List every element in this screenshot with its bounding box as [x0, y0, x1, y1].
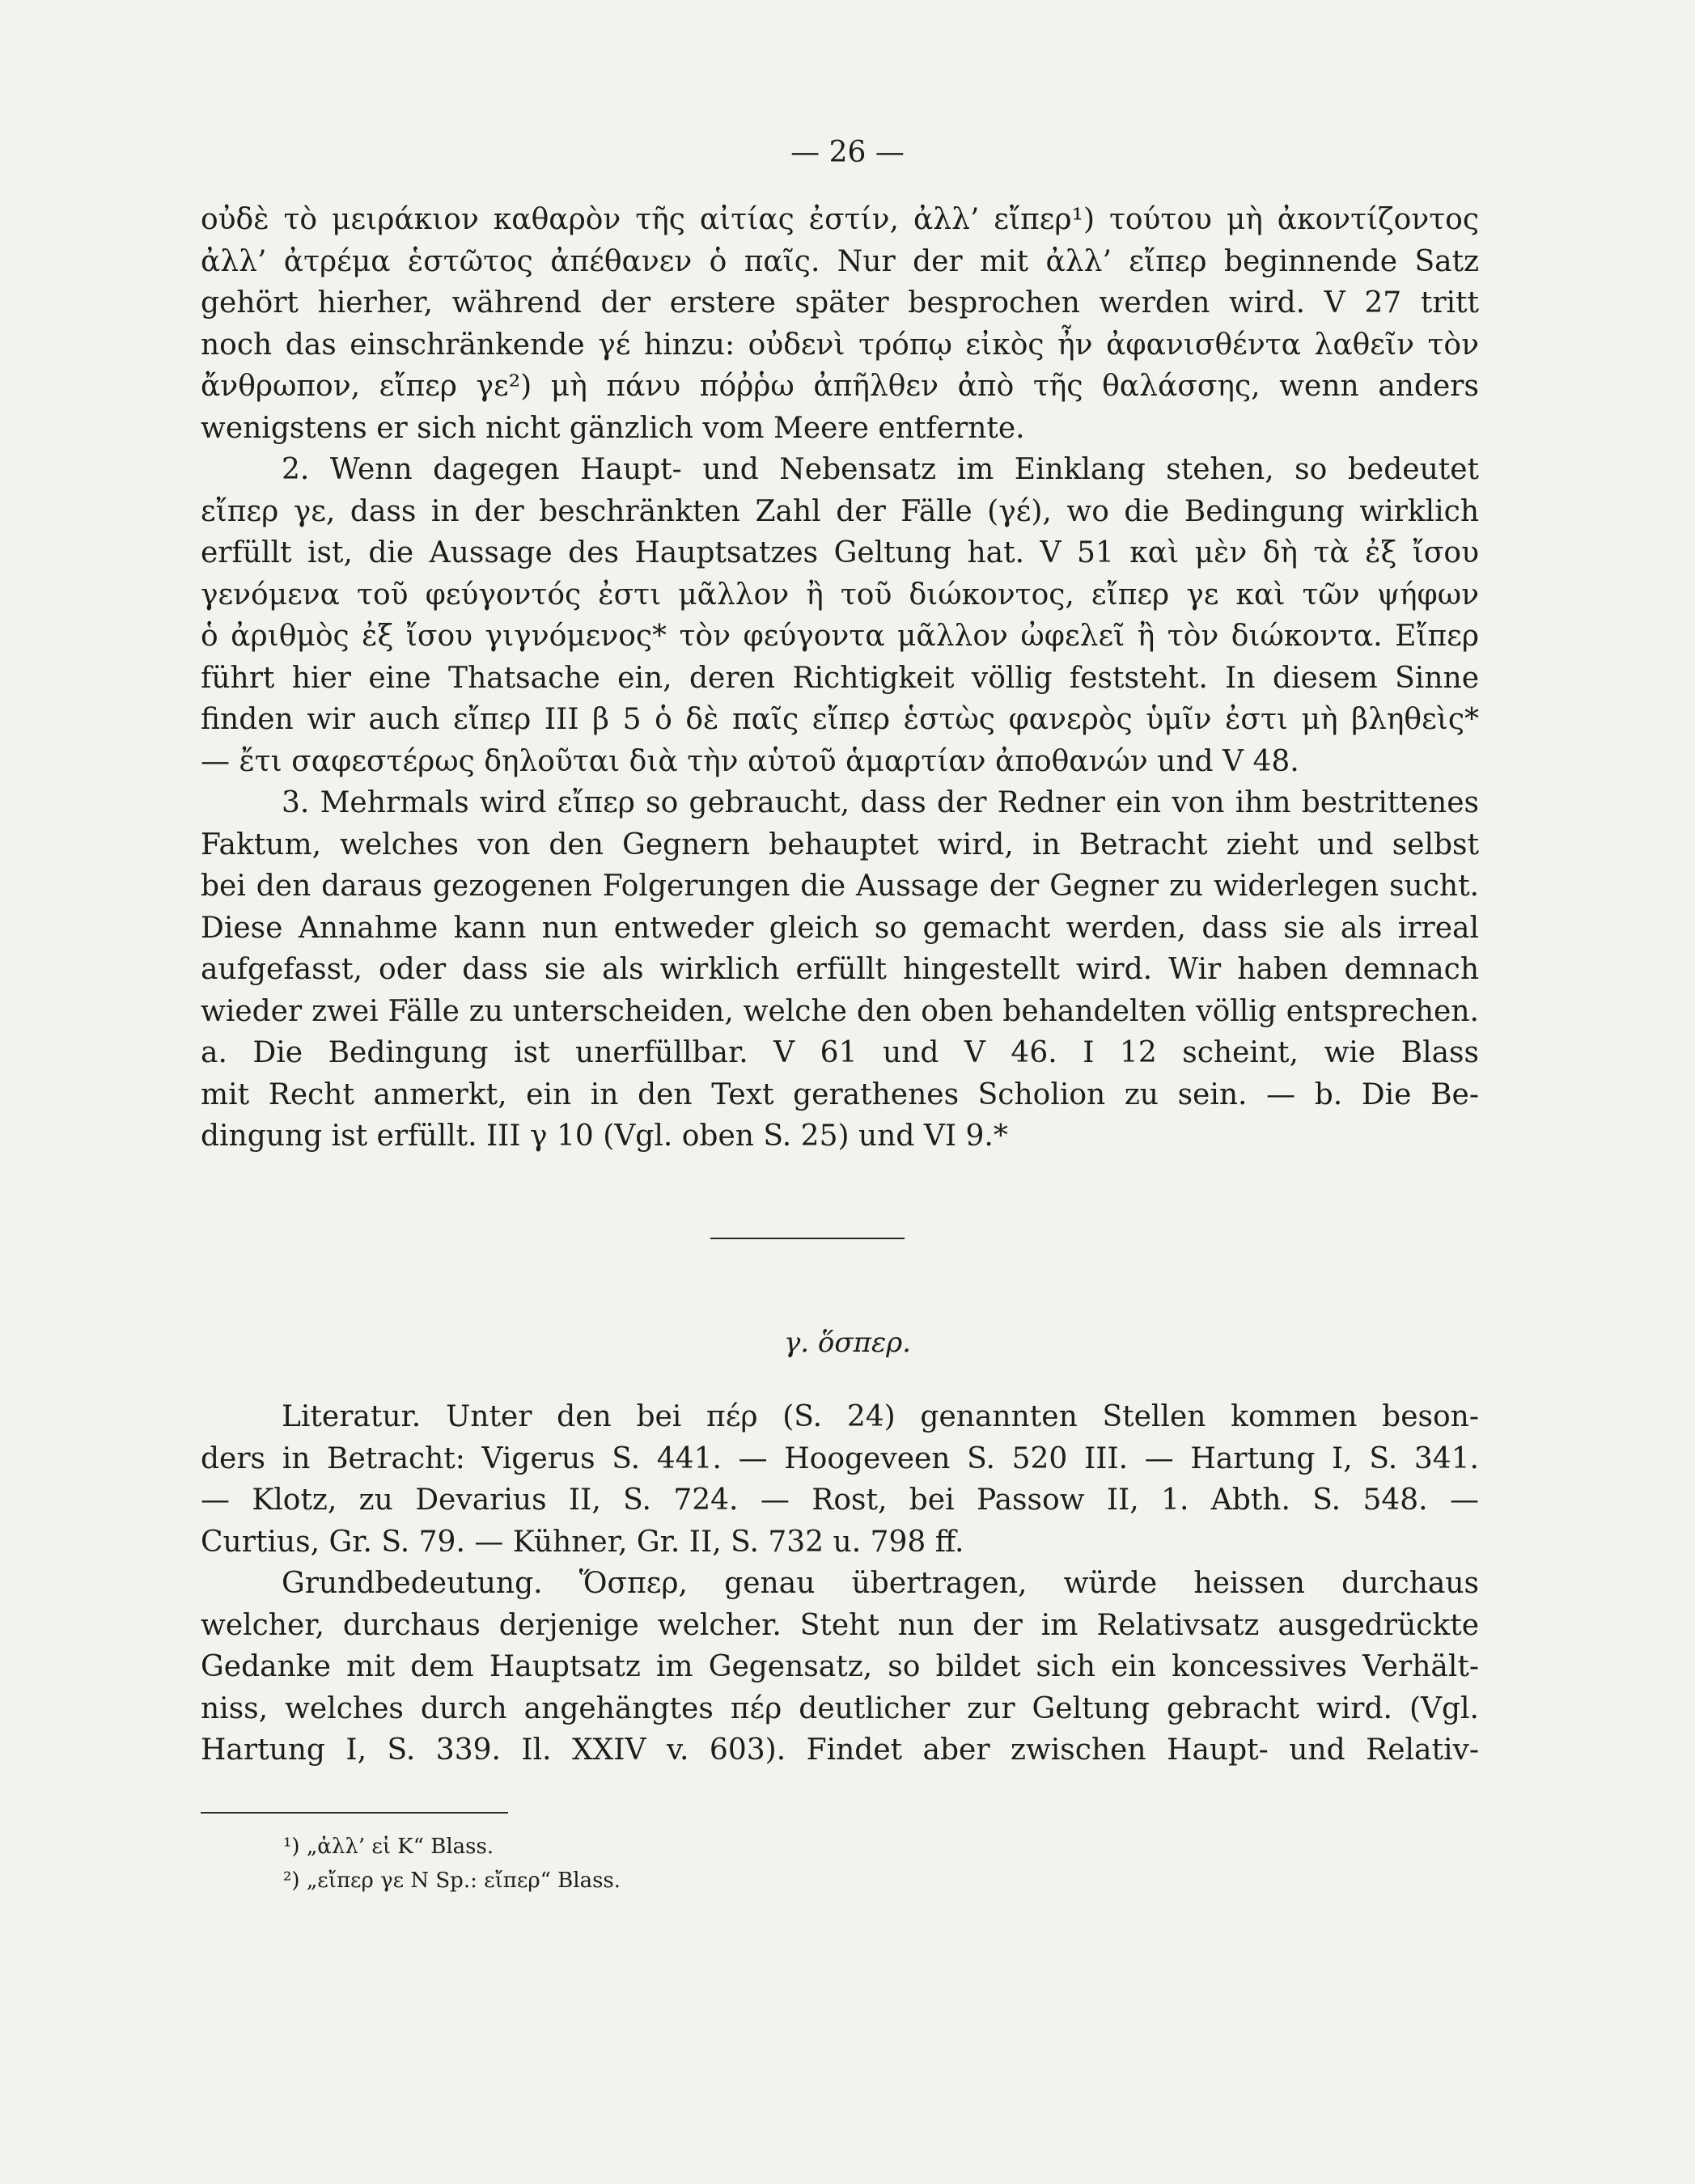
text-line: Literatur. Unter den bei πέρ (S. 24) genannten Stellen kommen beson-	[282, 1400, 1479, 1433]
text-line: niss, welches durch angehängtes πέρ deutlicher zur Geltung gebracht wird. (Vgl.	[201, 1691, 1479, 1725]
text-line: erfüllt ist, die Aussage des Hauptsatzes Geltung hat. V 51 καὶ μὲν δὴ τὰ ἐξ ἴσου	[201, 536, 1479, 569]
text-line: finden wir auch εἴπερ III β 5 ὁ δὲ παῖς εἴπερ ἑστὼς φανερὸς ὑμῖν ἐστι μὴ βληθεὶς*	[201, 703, 1479, 736]
text-line: mit Recht anmerkt, ein in den Text gerathenes Scholion zu sein. — b. Die Be-	[201, 1077, 1479, 1111]
main-text-block	[201, 199, 1479, 1158]
text-line: noch das einschränkende γέ hinzu: οὐδενὶ τρόπῳ εἰκὸς ἦν ἀφανισθέντα λαθεῖν τὸν	[201, 328, 1479, 362]
text-line: ἄνθρωπον, εἴπερ γε²) μὴ πάνυ πόῤῥω ἀπῆλθεν ἀπὸ τῆς θαλάσσης, wenn anders	[201, 370, 1479, 403]
footnote-divider	[201, 1812, 508, 1814]
text-line: Curtius, Gr. S. 79. — Kühner, Gr. II, S. 732 u. 798 ff.	[201, 1525, 964, 1559]
text-line: a. Die Bedingung ist unerfüllbar. V 61 und V 46. I 12 scheint, wie Blass	[201, 1036, 1479, 1069]
text-line: dingung ist erfüllt. III γ 10 (Vgl. oben S. 25) und VI 9.*	[201, 1120, 1008, 1153]
text-line: ders in Betracht: Vigerus S. 441. — Hoogeveen S. 520 III. — Hartung I, S. 341.	[201, 1441, 1479, 1475]
text-line: 2. Wenn dagegen Haupt- und Nebensatz im Einklang stehen, so bedeutet	[282, 453, 1479, 486]
text-line: εἴπερ γε, dass in der beschränkten Zahl der Fälle (γέ), wo die Bedingung wirklich	[201, 494, 1479, 528]
text-line: Faktum, welches von den Gegnern behauptet wird, in Betracht zieht und selbst	[201, 827, 1479, 861]
section-title: γ. ὅσπερ.	[783, 1327, 911, 1359]
footnote: ²) „εἴπερ γε N Sp.: εἴπερ“ Blass.	[283, 1869, 621, 1893]
section-divider	[710, 1238, 905, 1239]
text-line: gehört hierher, während der erstere später besprochen werden wird. V 27 tritt	[201, 286, 1479, 320]
footnotes	[283, 1830, 621, 1898]
text-line: Diese Annahme kann nun entweder gleich so gemacht werden, dass sie als irreal	[201, 911, 1479, 945]
text-line: wenigstens er sich nicht gänzlich vom Meere entfernte.	[201, 411, 1025, 445]
text-line: wieder zwei Fälle zu unterscheiden, welche den oben behandelten völlig entsprechen.	[201, 994, 1479, 1028]
footnote: ¹) „ἀλλ’ εἰ K“ Blass.	[283, 1835, 494, 1859]
text-line: Hartung I, S. 339. Il. XXIV v. 603). Findet aber zwischen Haupt- und Relativ-	[201, 1733, 1479, 1767]
text-line: führt hier eine Thatsache ein, deren Richtigkeit völlig feststeht. In diesem Sinne	[201, 661, 1479, 695]
text-line: bei den daraus gezogenen Folgerungen die Aussage der Gegner zu widerlegen sucht.	[201, 870, 1479, 903]
text-line: ὁ ἀριθμὸς ἐξ ἴσου γιγνόμενος* τὸν φεύγοντα μᾶλλον ὠφελεῖ ἢ τὸν διώκοντα. Εἴπερ	[201, 620, 1479, 653]
section-text-block	[201, 1396, 1479, 1771]
text-line: Gedanke mit dem Hauptsatz im Gegensatz, so bildet sich ein koncessives Verhält-	[201, 1650, 1479, 1683]
page-number: — 26 —	[790, 136, 905, 169]
text-line: aufgefasst, oder dass sie als wirklich erfüllt hingestellt wird. Wir haben demnach	[201, 953, 1479, 986]
text-line: γενόμενα τοῦ φεύγοντός ἐστι μᾶλλον ἢ τοῦ διώκοντος, εἴπερ γε καὶ τῶν ψήφων	[201, 578, 1479, 612]
text-line: — Klotz, zu Devarius II, S. 724. — Rost, bei Passow II, 1. Abth. S. 548. —	[201, 1484, 1479, 1517]
text-line: 3. Mehrmals wird εἴπερ so gebraucht, dass der Redner ein von ihm bestrittenes	[282, 786, 1479, 819]
text-line: Grundbedeutung. Ὅσπερ, genau übertragen, würde heissen durchaus	[282, 1567, 1479, 1600]
text-line: — ἔτι σαφεστέρως δηλοῦται διὰ τὴν αὑτοῦ ἁμαρτίαν ἀποθανών und V 48.	[201, 744, 1299, 778]
text-line: welcher, durchaus derjenige welcher. Steht nun der im Relativsatz ausgedrückte	[201, 1608, 1479, 1642]
text-line: οὐδὲ τὸ μειράκιον καθαρὸν τῆς αἰτίας ἐστίν, ἀλλ’ εἴπερ¹) τούτου μὴ ἀκοντίζοντος	[201, 203, 1479, 236]
text-line: ἀλλ’ ἀτρέμα ἑστῶτος ἀπέθανεν ὁ παῖς. Nur der mit ἀλλ’ εἴπερ beginnende Satz	[201, 244, 1479, 278]
